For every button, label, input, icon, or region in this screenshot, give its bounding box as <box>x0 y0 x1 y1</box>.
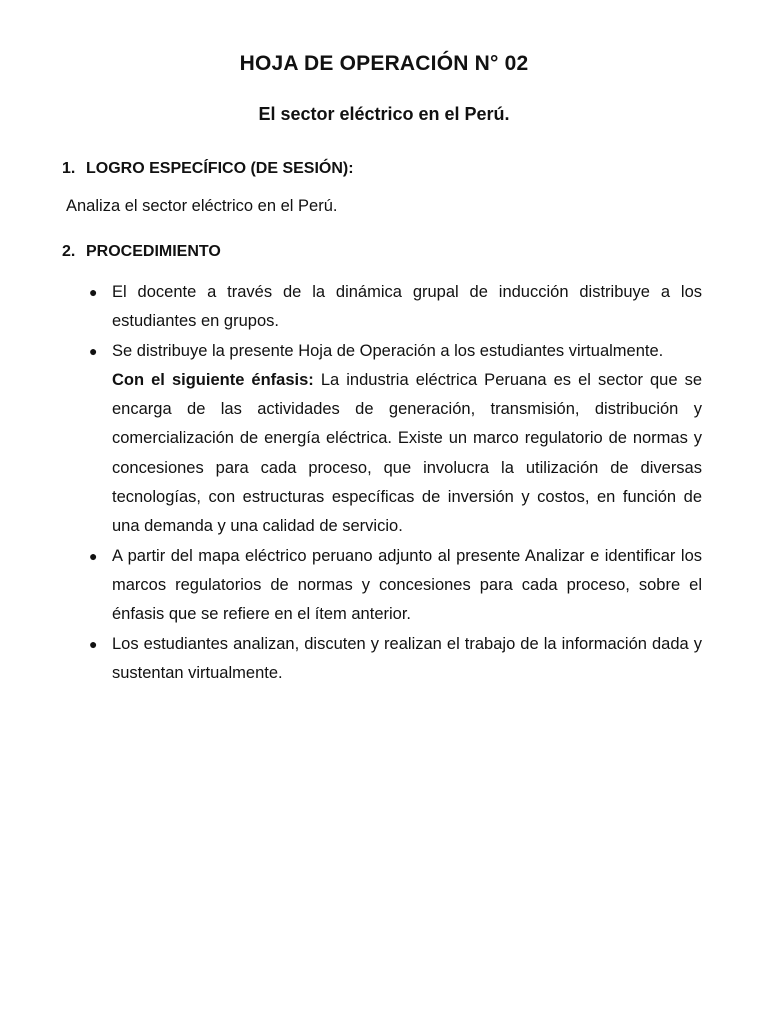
section-goal-text: Analiza el sector eléctrico en el Perú. <box>66 197 338 215</box>
section-title: LOGRO ESPECÍFICO (DE SESIÓN): <box>86 160 354 177</box>
page-title: HOJA DE OPERACIÓN N° 02 <box>239 52 529 75</box>
bullet-icon: ● <box>89 284 98 300</box>
list-item-text: Los estudiantes analizan, discuten y realizan el trabajo de la información dada y sustentan virtualmente. <box>112 634 702 682</box>
list-item-text: A partir del mapa eléctrico peruano adjunto al presente Analizar e identificar los marcos regulatorios de normas y concesiones para cada proceso, sobre el énfasis que se refiere en el ítem anterior. <box>112 546 702 624</box>
page-subtitle: El sector eléctrico en el Perú. <box>258 104 510 124</box>
section-heading-logro <box>62 160 354 178</box>
bullet-icon: ● <box>89 635 98 652</box>
emphasis-paragraph <box>112 366 702 542</box>
section-title: PROCEDIMIENTO <box>86 243 221 260</box>
section-number: 2. <box>62 243 76 260</box>
emphasis-label: Con el siguiente énfasis: <box>112 370 314 389</box>
list-item <box>89 542 702 630</box>
procedure-list <box>89 278 703 688</box>
list-item <box>89 278 702 337</box>
bullet-icon: ● <box>89 547 98 564</box>
emphasis-text: La industria eléctrica Peruana es el sector que se encarga de las actividades de generación, transmisión, distribución y comercialización de energía eléctrica. Existe un marco regulatorio de normas y concesiones para cada proceso, que involucra la utilización de diversas tecnologías, con estructuras específicas de inversión y costos, en función de una demanda y una calidad de servicio. <box>112 370 703 536</box>
bullet-icon: ● <box>89 342 98 359</box>
list-item-text: El docente a través de la dinámica grupal de inducción distribuye a los estudiantes en grupos. <box>112 283 702 331</box>
section-heading-procedimiento <box>62 243 221 261</box>
section-number: 1. <box>62 160 76 177</box>
list-item <box>89 337 703 542</box>
list-item-text: Se distribuye la presente Hoja de Operación a los estudiantes virtualmente. <box>112 341 664 360</box>
list-item <box>89 630 702 689</box>
